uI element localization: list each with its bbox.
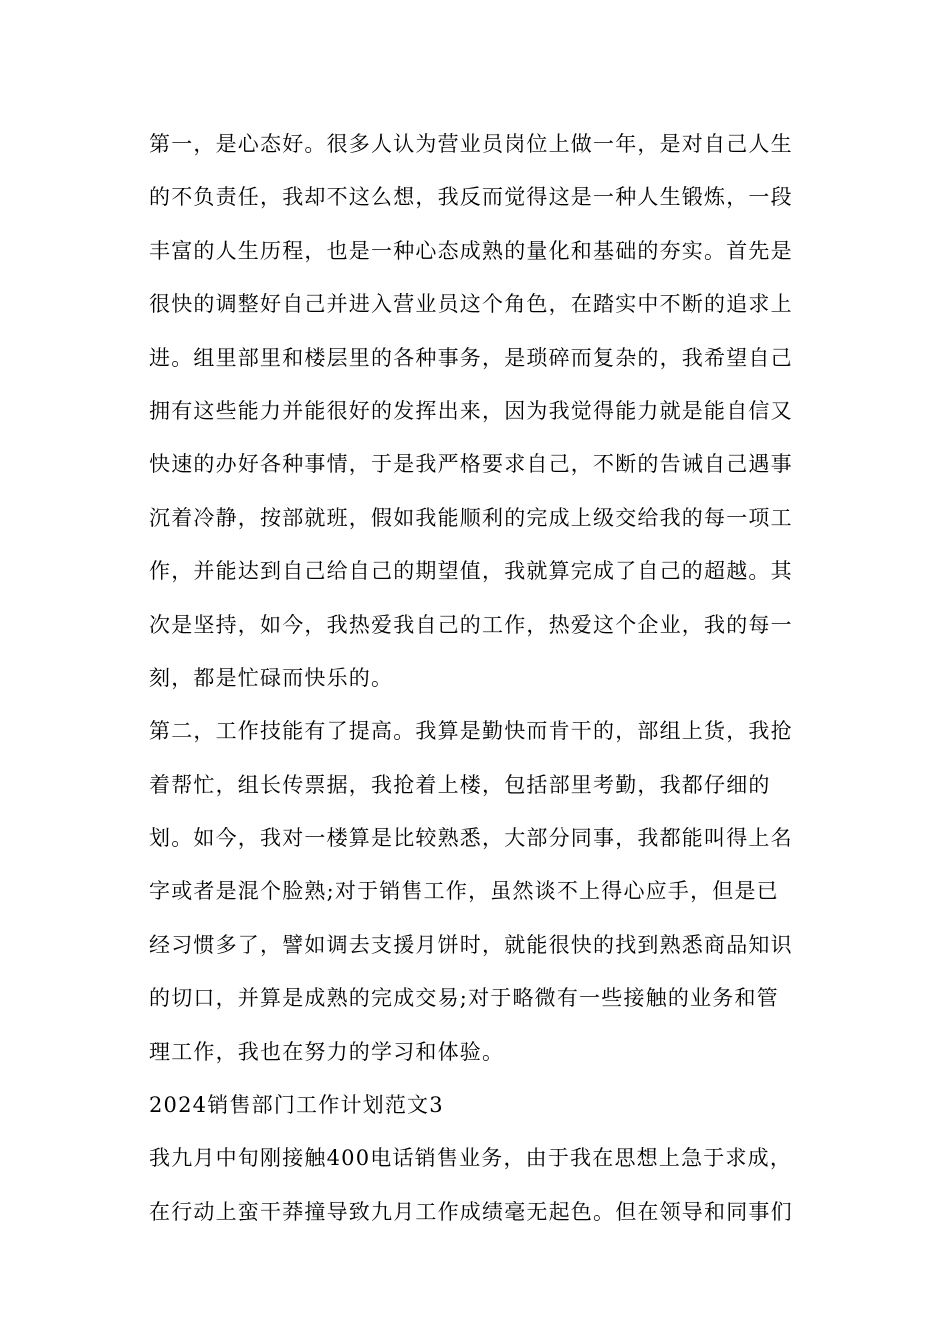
text-line: 划。如今，我对一楼算是比较熟悉，大部分同事，我都能叫得上名: [149, 826, 793, 851]
text-line: 理工作，我也在努力的学习和体验。: [149, 1039, 505, 1064]
text-line: 的切口，并算是成熟的完成交易;对于略微有一些接触的业务和管: [149, 986, 779, 1011]
text-line: 进。组里部里和楼层里的各种事务，是琐碎而复杂的，我希望自己: [149, 345, 793, 370]
text-line: 我九月中旬刚接触400电话销售业务，由于我在思想上急于求成，: [149, 1146, 793, 1171]
text-line: 快速的办好各种事情，于是我严格要求自己，不断的告诫自己遇事: [149, 452, 793, 477]
text-line: 次是坚持，如今，我热爱我自己的工作，热爱这个企业，我的每一: [149, 612, 793, 637]
text-line: 丰富的人生历程，也是一种心态成熟的量化和基础的夯实。首先是: [149, 238, 793, 263]
text-line: 经习惯多了，譬如调去支援月饼时，就能很快的找到熟悉商品知识: [149, 932, 793, 957]
text-line: 很快的调整好自己并进入营业员这个角色，在踏实中不断的追求上: [149, 292, 793, 317]
text-line: 沉着冷静，按部就班，假如我能顺利的完成上级交给我的每一项工: [149, 505, 793, 530]
text-line: 字或者是混个脸熟;对于销售工作，虽然谈不上得心应手，但是已: [149, 879, 779, 904]
text-line: 的不负责任，我却不这么想，我反而觉得这是一种人生锻炼，一段: [149, 185, 793, 210]
text-line: 刻，都是忙碌而快乐的。: [149, 665, 394, 690]
text-line: 作，并能达到自己给自己的期望值，我就算完成了自己的超越。其: [149, 559, 793, 584]
text-line: 在行动上蛮干莽撞导致九月工作成绩毫无起色。但在领导和同事们: [149, 1199, 793, 1224]
section-heading: 2024销售部门工作计划范文3: [149, 1093, 444, 1118]
text-line: 第二，工作技能有了提高。我算是勤快而肯干的，部组上货，我抢: [149, 719, 793, 744]
text-line: 第一，是心态好。很多人认为营业员岗位上做一年，是对自己人生: [149, 132, 793, 156]
text-line: 拥有这些能力并能很好的发挥出来，因为我觉得能力就是能自信又: [149, 398, 793, 423]
text-line: 着帮忙，组长传票据，我抢着上楼，包括部里考勤，我都仔细的: [149, 772, 771, 797]
document-body: [149, 118, 801, 1239]
